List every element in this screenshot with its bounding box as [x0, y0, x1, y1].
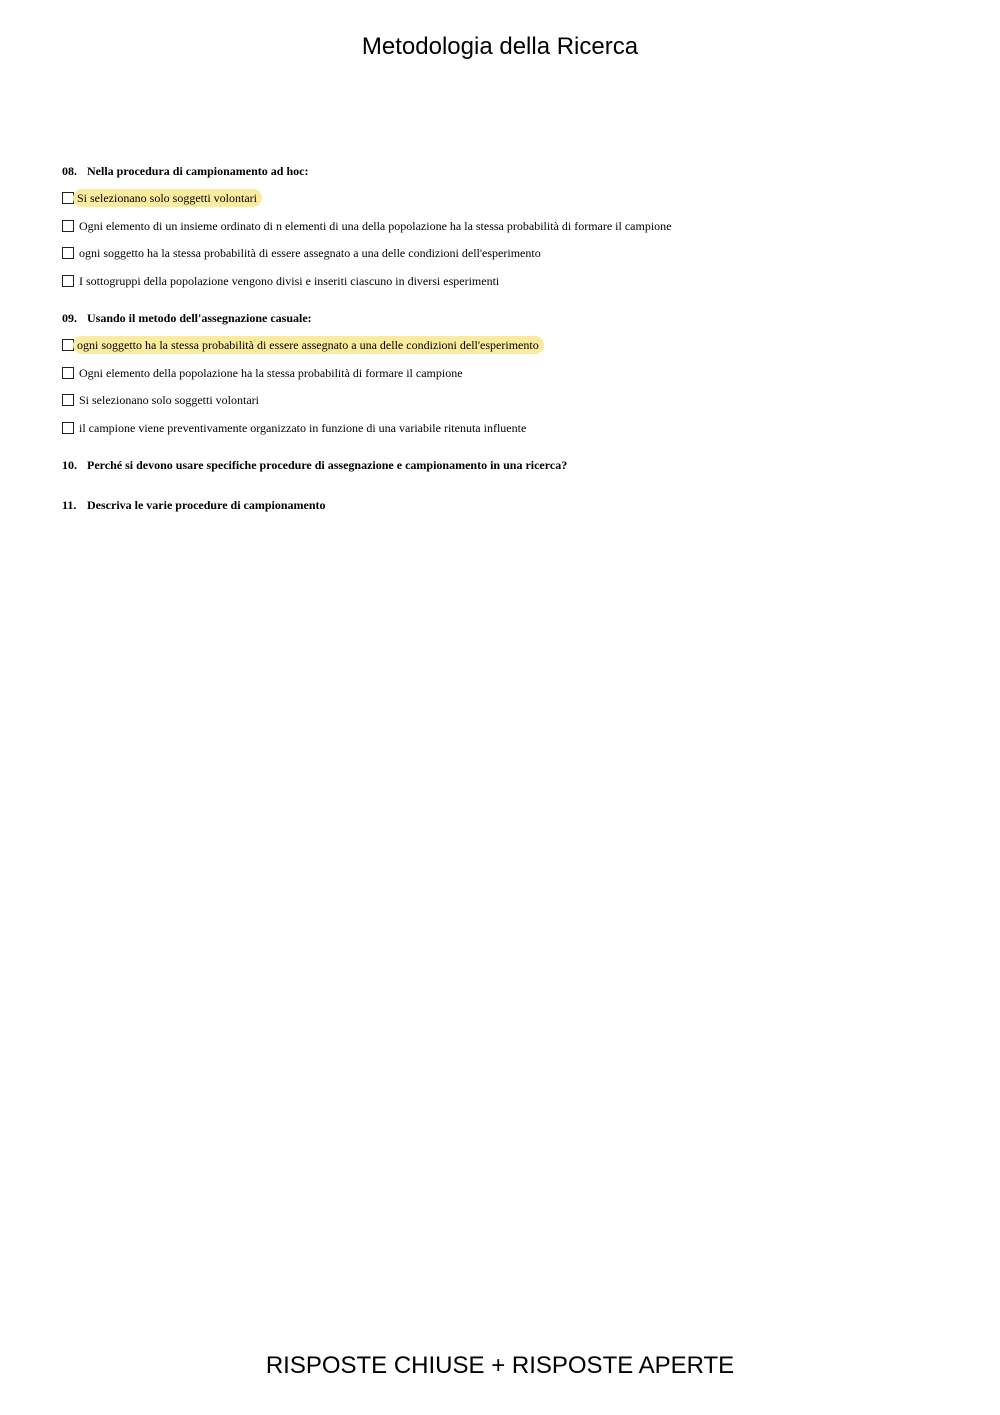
question-heading [62, 496, 962, 514]
question-text: Perché si devono usare specifiche procedure di assegnazione e campionamento in una ricerca? [87, 458, 568, 473]
checkbox[interactable] [62, 394, 74, 406]
question-heading [62, 456, 962, 474]
question-list [62, 162, 962, 536]
question-number: 08. [62, 164, 77, 178]
answer-text: il campione viene preventivamente organizzato in funzione di una variabile ritenuta influente [79, 421, 527, 436]
question-text: Nella procedura di campionamento ad hoc: [87, 164, 309, 178]
answer-text: ogni soggetto ha la stessa probabilità di essere assegnato a una delle condizioni dell'esperimento [79, 246, 541, 261]
answer-text-highlighted: ogni soggetto ha la stessa probabilità di essere assegnato a una delle condizioni dell'esperimento [73, 336, 544, 354]
checkbox[interactable] [62, 367, 74, 379]
question-text: Descriva le varie procedure di campionamento [87, 498, 326, 513]
answer-option[interactable] [62, 390, 962, 410]
question-09 [62, 309, 962, 438]
checkbox[interactable] [62, 275, 74, 287]
answer-option[interactable] [62, 418, 962, 438]
answer-option[interactable] [62, 335, 962, 355]
answer-text: Ogni elemento della popolazione ha la stessa probabilità di formare il campione [79, 365, 463, 380]
answer-text-highlighted: Si selezionano solo soggetti volontari [73, 189, 262, 207]
question-10 [62, 456, 962, 474]
footer-title: RISPOSTE CHIUSE + RISPOSTE APERTE [265, 1352, 735, 1379]
answer-option[interactable] [62, 363, 962, 383]
question-11 [62, 496, 962, 514]
answer-text: Si selezionano solo soggetti volontari [79, 393, 259, 408]
question-heading [62, 162, 962, 180]
checkbox[interactable] [62, 247, 74, 259]
answer-option[interactable] [62, 216, 962, 236]
answer-text: I sottogruppi della popolazione vengono divisi e inseriti ciascuno in diversi esperimenti [79, 274, 500, 289]
answer-text: Ogni elemento di un insieme ordinato di n elementi di una della popolazione ha la stessa probabilità di formare il campione [79, 218, 672, 233]
checkbox[interactable] [62, 422, 74, 434]
question-number: 09. [62, 311, 77, 326]
answer-option[interactable] [62, 243, 962, 263]
question-number: 10. [62, 458, 77, 473]
page-title: Metodologia della Ricerca [361, 33, 639, 60]
answer-option[interactable] [62, 271, 962, 291]
question-heading [62, 309, 962, 327]
answer-option[interactable] [62, 188, 962, 208]
question-08 [62, 162, 962, 291]
question-number: 11. [62, 498, 77, 513]
checkbox[interactable] [62, 220, 74, 232]
question-text: Usando il metodo dell'assegnazione casuale: [87, 311, 312, 326]
